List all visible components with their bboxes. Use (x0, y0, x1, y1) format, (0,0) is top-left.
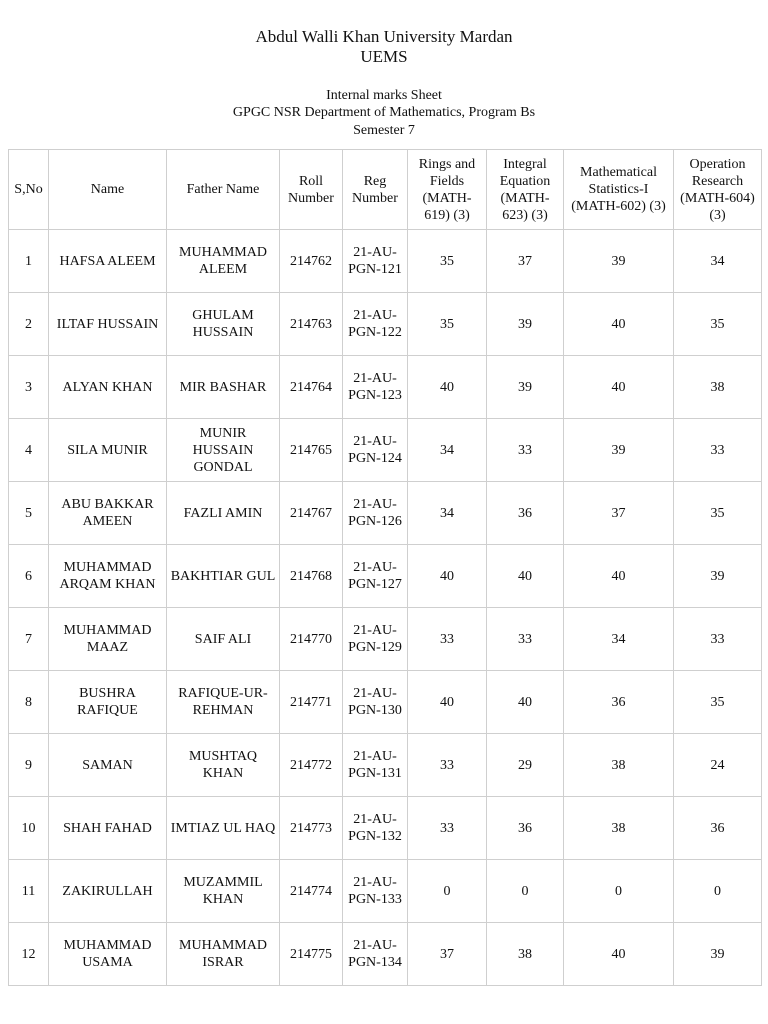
serial-cell: 1 (9, 230, 49, 293)
serial-cell: 2 (9, 293, 49, 356)
rings-fields-mark-cell: 33 (408, 608, 487, 671)
father-name-cell: MUNIR HUSSAIN GONDAL (167, 419, 280, 482)
serial-cell: 4 (9, 419, 49, 482)
rings-fields-mark-cell: 35 (408, 230, 487, 293)
name-cell: ALYAN KHAN (49, 356, 167, 419)
reg-number-cell: 21-AU-PGN-121 (343, 230, 408, 293)
reg-number-cell: 21-AU-PGN-130 (343, 671, 408, 734)
roll-number-cell: 214774 (280, 860, 343, 923)
university-name: Abdul Walli Khan University Mardan (255, 27, 513, 46)
roll-number-cell: 214768 (280, 545, 343, 608)
father-name-cell: MUSHTAQ KHAN (167, 734, 280, 797)
column-header: Reg Number (343, 150, 408, 230)
math-statistics-mark-cell: 39 (564, 230, 674, 293)
reg-number-cell: 21-AU-PGN-131 (343, 734, 408, 797)
rings-fields-mark-cell: 40 (408, 671, 487, 734)
math-statistics-mark-cell: 40 (564, 545, 674, 608)
rings-fields-mark-cell: 40 (408, 356, 487, 419)
column-header: S,No (9, 150, 49, 230)
column-header: Rings and Fields (MATH-619) (3) (408, 150, 487, 230)
roll-number-cell: 214775 (280, 923, 343, 986)
integral-equation-mark-cell: 36 (487, 797, 564, 860)
integral-equation-mark-cell: 40 (487, 545, 564, 608)
integral-equation-mark-cell: 33 (487, 608, 564, 671)
math-statistics-mark-cell: 40 (564, 293, 674, 356)
table-row (9, 671, 762, 734)
father-name-cell: SAIF ALI (167, 608, 280, 671)
serial-cell: 5 (9, 482, 49, 545)
name-cell: ILTAF HUSSAIN (49, 293, 167, 356)
operation-research-mark-cell: 35 (674, 482, 762, 545)
math-statistics-mark-cell: 38 (564, 734, 674, 797)
column-header: Mathematical Statistics-I (MATH-602) (3) (564, 150, 674, 230)
table-row (9, 797, 762, 860)
integral-equation-mark-cell: 39 (487, 356, 564, 419)
reg-number-cell: 21-AU-PGN-123 (343, 356, 408, 419)
roll-number-cell: 214763 (280, 293, 343, 356)
serial-cell: 3 (9, 356, 49, 419)
name-cell: ZAKIRULLAH (49, 860, 167, 923)
name-cell: ABU BAKKAR AMEEN (49, 482, 167, 545)
serial-cell: 11 (9, 860, 49, 923)
table-row (9, 923, 762, 986)
table-row (9, 356, 762, 419)
table-row (9, 860, 762, 923)
operation-research-mark-cell: 35 (674, 671, 762, 734)
table-row (9, 482, 762, 545)
math-statistics-mark-cell: 40 (564, 923, 674, 986)
name-cell: SHAH FAHAD (49, 797, 167, 860)
math-statistics-mark-cell: 38 (564, 797, 674, 860)
name-cell: HAFSA ALEEM (49, 230, 167, 293)
table-row (9, 293, 762, 356)
serial-cell: 8 (9, 671, 49, 734)
serial-cell: 7 (9, 608, 49, 671)
column-header: Father Name (167, 150, 280, 230)
operation-research-mark-cell: 39 (674, 923, 762, 986)
roll-number-cell: 214762 (280, 230, 343, 293)
rings-fields-mark-cell: 40 (408, 545, 487, 608)
column-header: Roll Number (280, 150, 343, 230)
table-row (9, 230, 762, 293)
reg-number-cell: 21-AU-PGN-126 (343, 482, 408, 545)
name-cell: MUHAMMAD ARQAM KHAN (49, 545, 167, 608)
operation-research-mark-cell: 24 (674, 734, 762, 797)
integral-equation-mark-cell: 36 (487, 482, 564, 545)
operation-research-mark-cell: 0 (674, 860, 762, 923)
reg-number-cell: 21-AU-PGN-129 (343, 608, 408, 671)
reg-number-cell: 21-AU-PGN-122 (343, 293, 408, 356)
operation-research-mark-cell: 38 (674, 356, 762, 419)
department-line: GPGC NSR Department of Mathematics, Program Bs (232, 105, 536, 120)
operation-research-mark-cell: 35 (674, 293, 762, 356)
integral-equation-mark-cell: 33 (487, 419, 564, 482)
reg-number-cell: 21-AU-PGN-133 (343, 860, 408, 923)
father-name-cell: RAFIQUE-UR-REHMAN (167, 671, 280, 734)
roll-number-cell: 214767 (280, 482, 343, 545)
rings-fields-mark-cell: 37 (408, 923, 487, 986)
marks-table-body (9, 230, 762, 986)
roll-number-cell: 214771 (280, 671, 343, 734)
table-row (9, 419, 762, 482)
father-name-cell: BAKHTIAR GUL (167, 545, 280, 608)
roll-number-cell: 214770 (280, 608, 343, 671)
rings-fields-mark-cell: 34 (408, 419, 487, 482)
math-statistics-mark-cell: 39 (564, 419, 674, 482)
serial-cell: 6 (9, 545, 49, 608)
table-row (9, 608, 762, 671)
integral-equation-mark-cell: 29 (487, 734, 564, 797)
sheet-title: Internal marks Sheet (326, 88, 442, 103)
reg-number-cell: 21-AU-PGN-127 (343, 545, 408, 608)
table-row (9, 734, 762, 797)
column-header: Integral Equation (MATH-623) (3) (487, 150, 564, 230)
father-name-cell: IMTIAZ UL HAQ (167, 797, 280, 860)
math-statistics-mark-cell: 34 (564, 608, 674, 671)
math-statistics-mark-cell: 40 (564, 356, 674, 419)
reg-number-cell: 21-AU-PGN-124 (343, 419, 408, 482)
father-name-cell: GHULAM HUSSAIN (167, 293, 280, 356)
table-row (9, 545, 762, 608)
serial-cell: 12 (9, 923, 49, 986)
father-name-cell: MUHAMMAD ISRAR (167, 923, 280, 986)
math-statistics-mark-cell: 36 (564, 671, 674, 734)
roll-number-cell: 214765 (280, 419, 343, 482)
rings-fields-mark-cell: 35 (408, 293, 487, 356)
roll-number-cell: 214773 (280, 797, 343, 860)
reg-number-cell: 21-AU-PGN-132 (343, 797, 408, 860)
math-statistics-mark-cell: 0 (564, 860, 674, 923)
father-name-cell: FAZLI AMIN (167, 482, 280, 545)
integral-equation-mark-cell: 39 (487, 293, 564, 356)
serial-cell: 10 (9, 797, 49, 860)
operation-research-mark-cell: 39 (674, 545, 762, 608)
math-statistics-mark-cell: 37 (564, 482, 674, 545)
father-name-cell: MIR BASHAR (167, 356, 280, 419)
father-name-cell: MUZAMMIL KHAN (167, 860, 280, 923)
rings-fields-mark-cell: 33 (408, 797, 487, 860)
header-row (9, 150, 762, 230)
marks-table (8, 149, 762, 986)
name-cell: SILA MUNIR (49, 419, 167, 482)
name-cell: MUHAMMAD USAMA (49, 923, 167, 986)
father-name-cell: MUHAMMAD ALEEM (167, 230, 280, 293)
rings-fields-mark-cell: 34 (408, 482, 487, 545)
serial-cell: 9 (9, 734, 49, 797)
rings-fields-mark-cell: 33 (408, 734, 487, 797)
integral-equation-mark-cell: 38 (487, 923, 564, 986)
integral-equation-mark-cell: 0 (487, 860, 564, 923)
operation-research-mark-cell: 36 (674, 797, 762, 860)
operation-research-mark-cell: 33 (674, 608, 762, 671)
operation-research-mark-cell: 33 (674, 419, 762, 482)
roll-number-cell: 214772 (280, 734, 343, 797)
system-name: UEMS (360, 47, 408, 66)
name-cell: SAMAN (49, 734, 167, 797)
operation-research-mark-cell: 34 (674, 230, 762, 293)
column-header: Operation Research (MATH-604) (3) (674, 150, 762, 230)
roll-number-cell: 214764 (280, 356, 343, 419)
name-cell: MUHAMMAD MAAZ (49, 608, 167, 671)
rings-fields-mark-cell: 0 (408, 860, 487, 923)
semester-line: Semester 7 (353, 123, 415, 138)
integral-equation-mark-cell: 40 (487, 671, 564, 734)
integral-equation-mark-cell: 37 (487, 230, 564, 293)
column-header: Name (49, 150, 167, 230)
reg-number-cell: 21-AU-PGN-134 (343, 923, 408, 986)
name-cell: BUSHRA RAFIQUE (49, 671, 167, 734)
